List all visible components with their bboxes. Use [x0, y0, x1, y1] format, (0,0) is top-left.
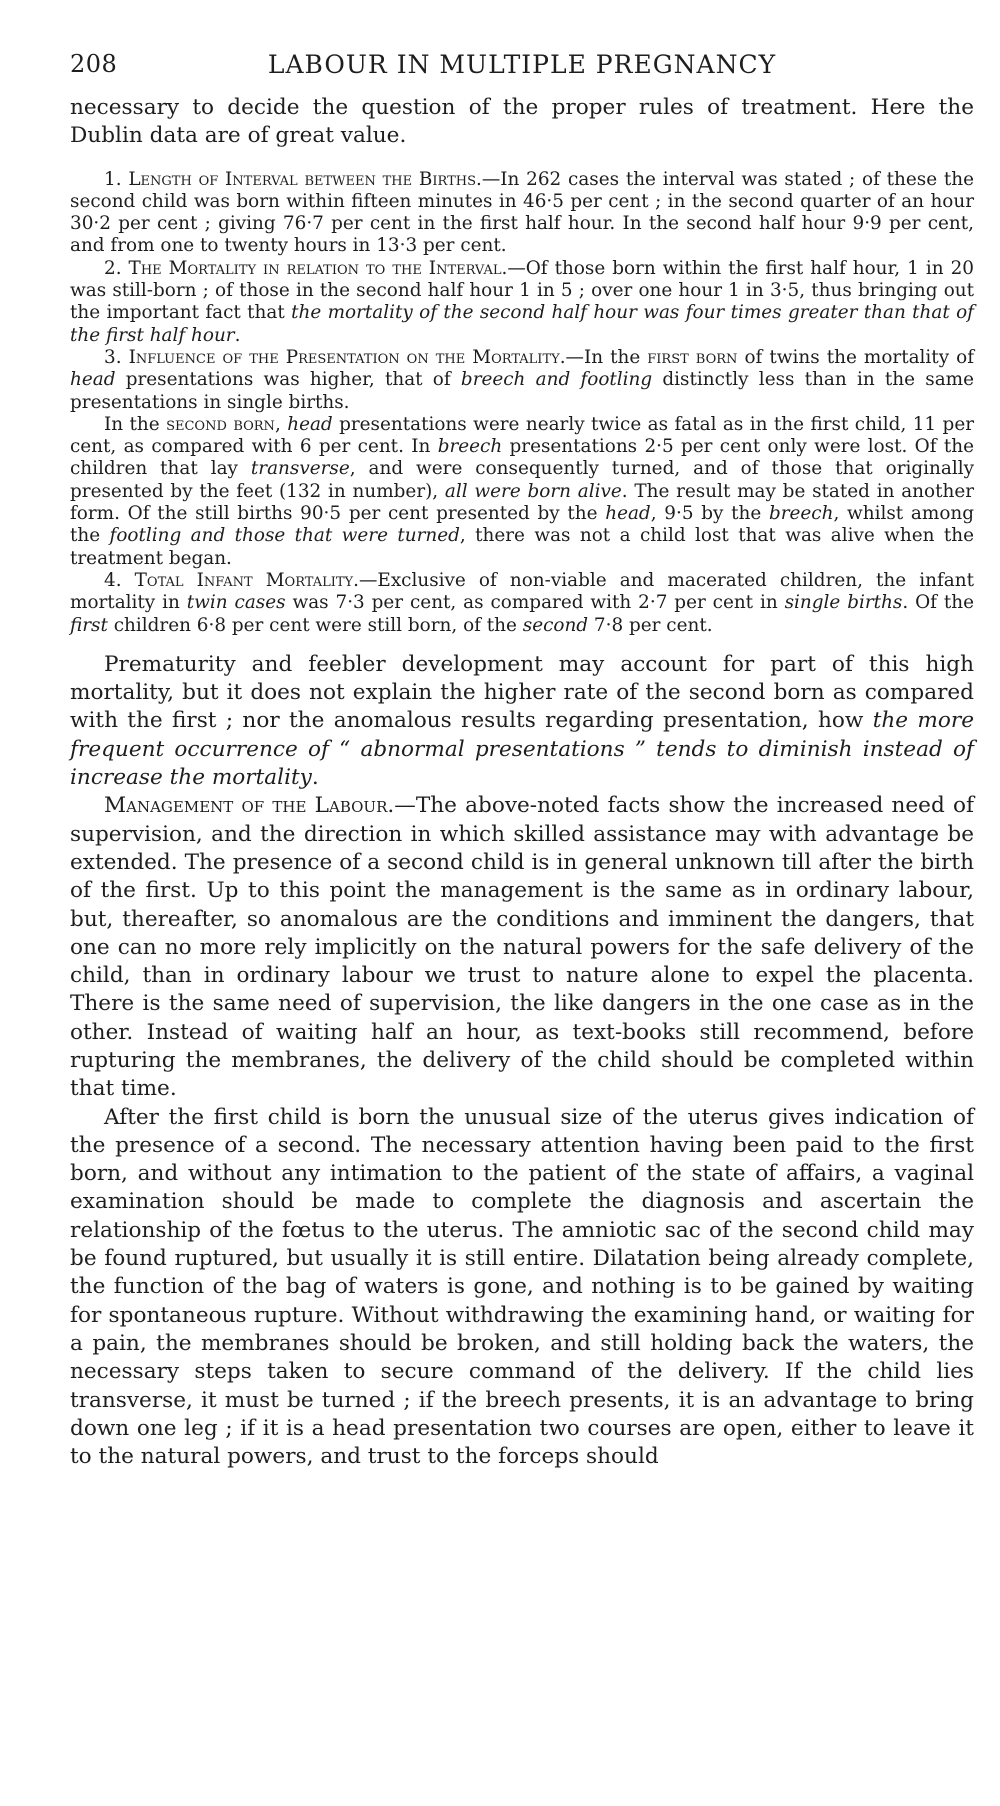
section-3-emphasis: head: [70, 369, 116, 391]
management-paragraph: [70, 792, 974, 1103]
section-3-text: presentations was higher, that of: [115, 369, 461, 391]
section-1-paragraph: [70, 169, 974, 258]
after-birth-paragraph: [70, 1104, 974, 1472]
section-4-number: 4.: [104, 569, 122, 591]
section-3-paragraph: [70, 347, 974, 414]
intro-text: necessary to decide the question of the proper rules of treatment. Here the Dublin data are of great value.: [70, 95, 974, 149]
intro-paragraph: [70, 94, 974, 151]
section-3b-text: , and were consequently turned, and of those that originally presented by the feet (132 in number),: [70, 458, 974, 502]
section-3b-emphasis: all were born alive: [444, 480, 622, 502]
section-4-heading: Total Infant Mortality.: [134, 569, 359, 591]
section-3b-emphasis: transverse: [250, 458, 350, 480]
section-2-emphasis: the mortality of the second half hour was four times greater than that of the first half hour: [70, 302, 974, 346]
section-2-text-b: .: [234, 324, 241, 346]
page-header: [70, 46, 974, 86]
section-3-number: 3.: [104, 346, 122, 368]
prematurity-emphasis: the more frequent occurrence of “ abnormal presentations ” tends to diminish instead of increase the mortality: [70, 708, 974, 791]
section-3b-text: , there was not a child lost that was alive when the treatment began.: [70, 525, 974, 569]
section-4-emphasis: second: [522, 614, 589, 636]
section-4-emphasis: first: [70, 614, 108, 636]
management-heading: Management of the Labour.: [104, 793, 395, 819]
page-number: 208: [70, 50, 118, 78]
section-3-emphasis: breech and footling: [460, 369, 653, 391]
section-3b-text: , whilst among the: [70, 503, 975, 547]
section-2-paragraph: [70, 258, 974, 347]
second-born-term: second born: [166, 413, 275, 435]
section-3b-emphasis: breech: [768, 503, 834, 525]
section-2-heading: The Mortality in relation to the Interval.: [128, 257, 508, 279]
section-4-emphasis: single births: [784, 592, 903, 614]
section-1-number: 1.: [104, 168, 122, 190]
section-3b-emphasis: head: [605, 503, 651, 525]
section-3b-text: . The result may be stated in another form. Of the still births 90·5 per cent presented by the: [70, 480, 975, 525]
first-born-term: first born: [647, 346, 738, 368]
section-4-text: 7·8 per cent.: [588, 614, 713, 636]
section-4-text: . Of the: [902, 592, 975, 614]
prematurity-paragraph: [70, 651, 974, 792]
section-3b-emphasis: footling and those that were turned: [109, 525, 460, 547]
prematurity-text: .: [311, 765, 319, 791]
management-text: —The above-noted facts show the increased need of supervision, and the direction in which skilled assistance may with advantage be extended. The presence of a second child is in general unknown till after the birth of the first. Up to this point the management is the same as in ordinary labour, but, thereafter, so anomalous are the conditions and imminent the dangers, that one can no more rely implicitly on the natural powers for the safe delivery of the child, than in ordinary labour we trust to nature alone to expel the placenta. There is the same need of supervision, the like dangers in the one case as in the other. Instead of waiting half an hour, as text-books still recommend, before rupturing the membranes, the delivery of the child should be completed within that time.: [70, 793, 974, 1102]
book-page: [70, 46, 974, 1471]
section-3-text: of twins the mortality of: [737, 346, 975, 368]
section-3b-emphasis: head: [287, 413, 333, 435]
section-4-text: —Exclusive of non-viable and macerated children, the infant mortality in: [70, 569, 974, 614]
section-3-text: distinctly less than in the same presentations in single births.: [70, 369, 974, 413]
section-3-text: —In the: [565, 346, 648, 368]
section-2-number: 2.: [104, 257, 122, 279]
section-1-text: —In 262 cases the interval was stated ; of these the second child was born within fifteen minutes in 46·5 per cent ; in the second quarter of an hour 30·2 per cent ; giving 76·7 per cent in the first half hour. In the second half hour 9·9 per cent, and from one to twenty hours in 13·3 per cent.: [70, 168, 974, 257]
section-4-emphasis: twin cases: [186, 592, 286, 614]
section-1-heading: Length of Interval between the Births.: [128, 168, 482, 190]
section-3b-text: ,: [274, 413, 288, 435]
running-title: LABOUR IN MULTIPLE PREGNANCY: [267, 50, 777, 79]
section-3b-emphasis: breech: [437, 436, 503, 458]
section-4-paragraph: [70, 570, 974, 637]
section-4-text: was 7·3 per cent, as compared with 2·7 per cent in: [285, 592, 785, 614]
prematurity-text: Prematurity and feebler development may account for part of this high mortality, but it does not explain the higher rate of the second born as compared with the first ; nor the anomalous results regarding presentation, how: [70, 651, 974, 734]
section-3b-paragraph: [70, 414, 974, 570]
section-4-text: children 6·8 per cent were still born, of the: [107, 614, 523, 636]
section-3-heading: Influence of the Presentation on the Mortality.: [128, 346, 566, 368]
section-3b-text: presentations were nearly twice as fatal as in the first child, 11 per cent, as compared with 6 per cent. In: [70, 413, 974, 458]
section-2-text-a: —Of those born within the first half hour, 1 in 20 was still-born ; of those in the second half hour 1 in 5 ; over one hour 1 in 3·5, thus bringing out the important fact that: [70, 257, 974, 324]
section-3b-text: In the: [104, 413, 167, 435]
section-3b-text: , 9·5 by the: [650, 503, 769, 525]
after-birth-text: After the first child is born the unusual size of the uterus gives indication of the presence of a second. The necessary attention having been paid to the first born, and without any intimation to the patient of the state of affairs, a vaginal examination should be made to complete the diagnosis and ascertain the relationship of the fœtus to the uterus. The amniotic sac of the second child may be found ruptured, but usually it is still entire. Dilatation being already complete, the function of the bag of waters is gone, and nothing is to be gained by waiting for spontaneous rupture. Without withdrawing the examining hand, or waiting for a pain, the membranes should be broken, and still holding back the waters, the necessary steps taken to secure command of the delivery. If the child lies transverse, it must be turned ; if the breech presents, it is an advantage to bring down one leg ; if it is a head presentation two courses are open, either to leave it to the natural powers, and trust to the forceps should: [70, 1104, 974, 1470]
section-3b-text: presentations 2·5 per cent only were lost. Of the children that lay: [70, 436, 975, 480]
